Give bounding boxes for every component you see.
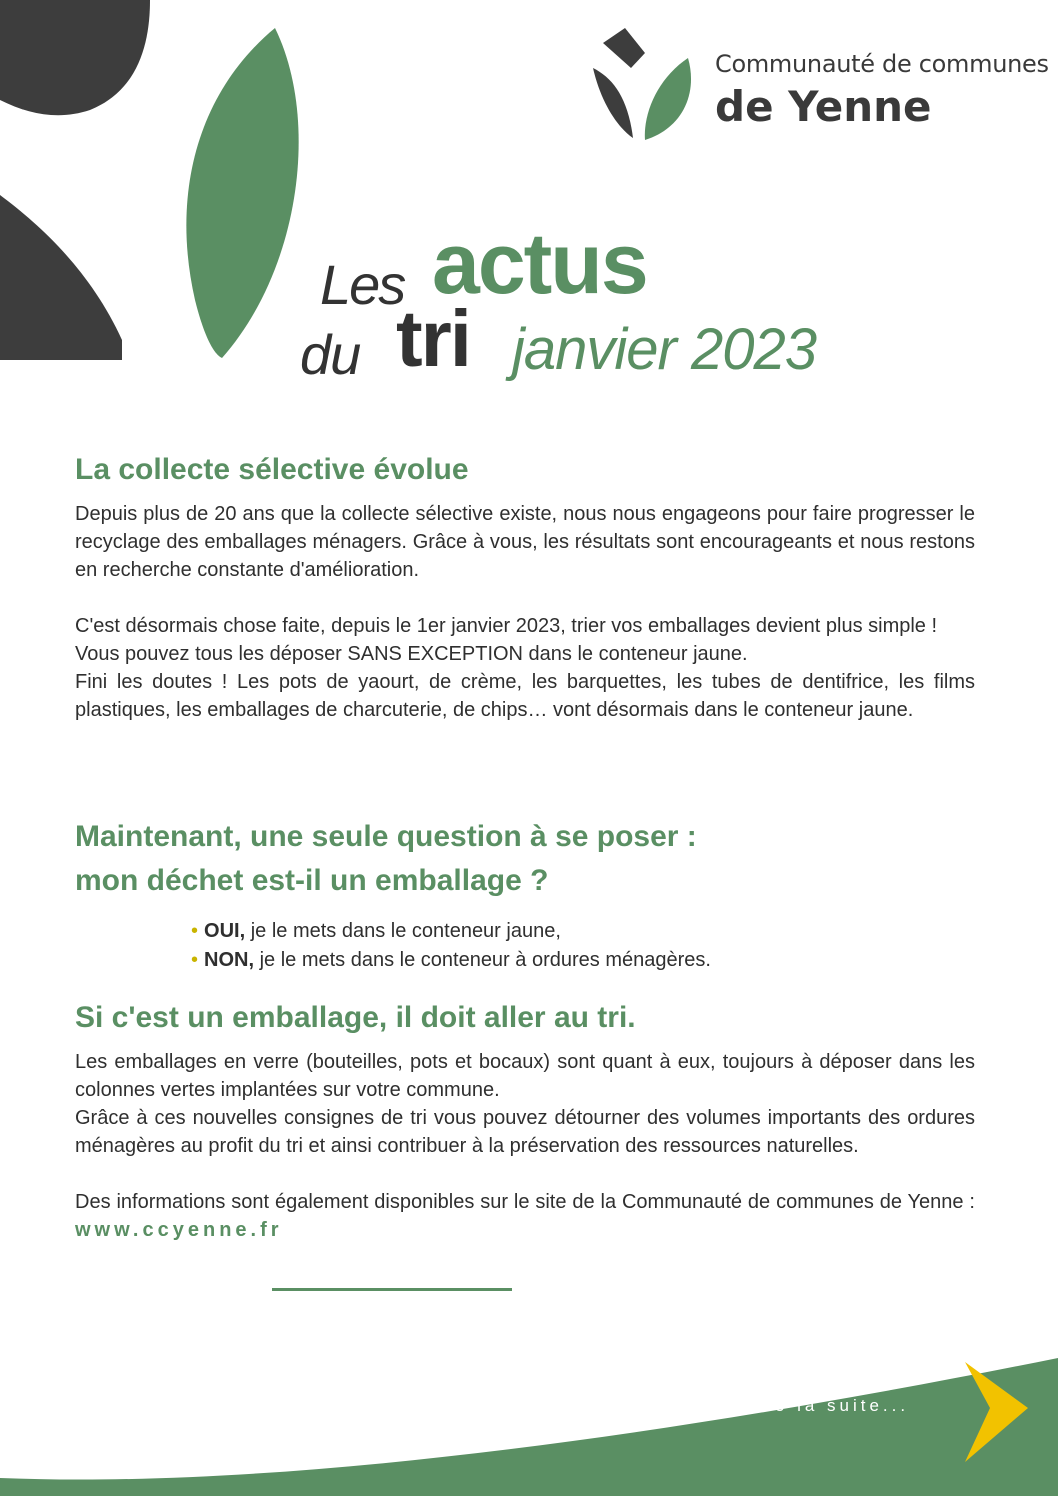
paragraph: Fini les doutes ! Les pots de yaourt, de crème, les barquettes, les tubes de dentifrice, les films plastiques, les emballages de charcuterie, de chips… vont désormais dans le conteneur jaune. <box>75 671 975 721</box>
title-du: du <box>300 323 361 386</box>
footer-banner <box>0 1350 1058 1496</box>
read-more-link[interactable]: Lire la suite... <box>744 1396 910 1415</box>
paragraph: Depuis plus de 20 ans que la collecte sélective existe, nous nous engageons pour faire progresser le recyclage des emballages ménagers. Grâce à vous, les résultats sont encourageants et nous restons en recherche constante d'amélioration. <box>75 503 975 581</box>
yenne-logo-icon <box>583 28 708 153</box>
paragraph: Les emballages en verre (bouteilles, pots et bocaux) sont quant à eux, toujours à déposer dans les colonnes vertes implantées sur votre commune. <box>75 1051 975 1101</box>
title-les: Les <box>320 253 405 316</box>
section-heading <box>75 815 975 903</box>
org-name-line1: Communauté de communes <box>715 50 1049 78</box>
answer-keyword: NON, <box>204 949 255 971</box>
info-text: Des informations sont également disponibles sur le site de la Communauté de communes de Yenne : <box>75 1191 975 1213</box>
section-heading: La collecte sélective évolue <box>75 453 469 486</box>
section-emballage <box>75 1000 975 1244</box>
bullet-icon: • <box>191 949 199 971</box>
org-name-line2: de Yenne <box>715 82 932 131</box>
green-leaf <box>186 28 298 358</box>
decorative-leaves <box>0 0 340 360</box>
dark-leaf-bottom <box>0 195 122 360</box>
newsletter-title <box>290 215 890 385</box>
dark-leaf-top <box>0 0 150 115</box>
organization-logo <box>583 28 1049 158</box>
answer-list <box>75 917 975 975</box>
heading-line: Maintenant, une seule question à se poser : <box>75 820 697 853</box>
paragraph <box>75 1188 975 1244</box>
title-actus: actus <box>432 216 647 312</box>
paragraph: Vous pouvez tous les déposer SANS EXCEPTION dans le conteneur jaune. <box>75 643 748 665</box>
paragraph: C'est désormais chose faite, depuis le 1er janvier 2023, trier vos emballages devient plus simple ! <box>75 615 938 637</box>
title-tri: tri <box>396 294 470 383</box>
answer-text: je le mets dans le conteneur jaune, <box>245 920 561 942</box>
section-collecte <box>75 452 975 724</box>
list-item <box>191 917 975 946</box>
paragraph: Grâce à ces nouvelles consignes de tri vous pouvez détourner des volumes importants des ordures ménagères au profit du tri et ainsi contribuer à la préservation des ressources naturelles. <box>75 1107 975 1157</box>
list-item <box>191 946 975 975</box>
title-date: janvier 2023 <box>512 317 816 382</box>
bullet-icon: • <box>191 920 199 942</box>
website-link[interactable]: www.ccyenne.fr <box>75 1219 283 1241</box>
heading-line: mon déchet est-il un emballage ? <box>75 864 549 897</box>
answer-keyword: OUI, <box>204 920 246 942</box>
answer-text: je le mets dans le conteneur à ordures ménagères. <box>254 949 711 971</box>
link-underline <box>272 1288 512 1291</box>
section-question <box>75 815 975 975</box>
section-heading: Si c'est un emballage, il doit aller au tri. <box>75 1001 636 1034</box>
